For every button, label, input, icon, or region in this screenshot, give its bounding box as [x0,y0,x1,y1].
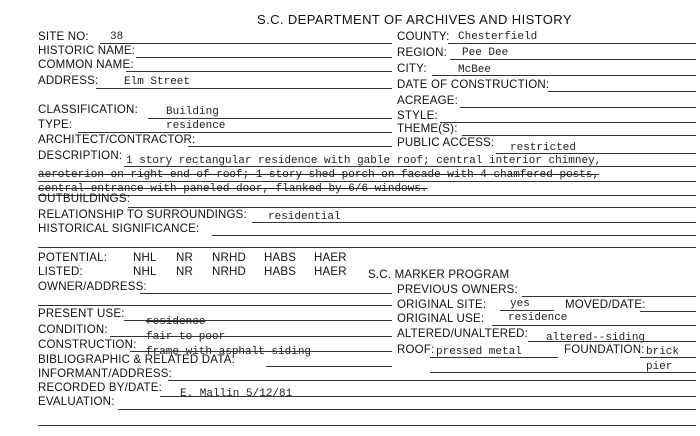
site-no-line [100,43,392,44]
listed-nhl[interactable]: NHL [133,264,157,278]
foundation-label: FOUNDATION: [564,342,645,356]
moved-date-label: MOVED/DATE: [565,297,646,311]
evaluation-line-2 [38,425,696,426]
foundation-line-2 [430,372,696,373]
address-value[interactable]: Elm Street [124,76,191,88]
listed-haer[interactable]: HAER [314,264,347,278]
description-line-2 [38,181,696,182]
acreage-line [460,107,696,108]
marker-program-label: S.C. MARKER PROGRAM [368,267,510,281]
region-value[interactable]: Pee Dee [462,47,509,59]
county-line [448,43,696,44]
historical-significance-label: HISTORICAL SIGNIFICANCE: [38,221,200,235]
date-of-construction-label: DATE OF CONSTRUCTION: [397,77,550,91]
listed-nr[interactable]: NR [176,264,194,278]
foundation-value-2[interactable]: pier [646,361,673,373]
listed-habs[interactable]: HABS [264,264,297,278]
previous-owners-label: PREVIOUS OWNERS: [397,282,518,296]
county-label: COUNTY: [397,29,450,43]
listed-label: LISTED: [38,264,83,278]
condition-value[interactable]: fair to poor [146,331,226,343]
style-label: STYLE: [397,108,438,122]
altered-label: ALTERED/UNALTERED: [397,326,529,340]
description-value-line2[interactable]: aeroterion on right end of roof; 1 story shed porch on facade with 4 chamfered posts, [38,169,600,181]
architect-line [188,146,392,147]
owner-address-line [140,293,392,294]
style-line [440,122,696,123]
address-label: ADDRESS: [38,73,99,87]
site-no-label: SITE NO: [38,29,89,43]
original-use-label: ORIGINAL USE: [397,311,485,325]
evaluation-label: EVALUATION: [38,394,115,408]
common-name-label: COMMON NAME: [38,57,134,71]
classification-line [148,118,392,119]
construction-value[interactable]: frame with asphalt siding [146,346,312,358]
public-access-value[interactable]: restricted [510,142,577,154]
site-no-value[interactable]: 38 [110,31,124,43]
date-of-construction-line [548,91,696,92]
recorded-by-label: RECORDED BY/DATE: [38,380,163,394]
description-line-3 [38,195,696,196]
common-name-line [126,71,392,72]
condition-line [110,336,392,337]
original-site-value[interactable]: yes [510,298,530,310]
bibliographic-line [266,366,392,367]
present-use-value[interactable]: residence [146,316,206,328]
original-site-line [500,310,554,311]
construction-label: CONSTRUCTION: [38,337,137,351]
present-use-line [124,320,392,321]
roof-line [430,357,558,358]
form-title: S.C. DEPARTMENT OF ARCHIVES AND HISTORY [257,12,572,27]
type-value[interactable]: residence [166,120,226,132]
city-value[interactable]: McBee [458,64,492,76]
city-line [432,75,696,76]
potential-nrhd[interactable]: NRHD [212,250,247,264]
themes-label: THEME(S): [397,121,458,135]
public-access-label: PUBLIC ACCESS: [397,135,495,149]
region-label: REGION: [397,45,447,59]
original-use-value[interactable]: residence [508,312,568,324]
themes-line [462,135,696,136]
address-line [96,88,392,89]
description-label: DESCRIPTION: [38,148,123,162]
potential-nr[interactable]: NR [176,250,194,264]
region-line [450,59,696,60]
historical-significance-line [212,235,696,236]
recorded-by-line [160,396,696,397]
condition-label: CONDITION: [38,322,108,336]
architect-label: ARCHITECT/CONTRACTOR: [38,132,196,146]
historical-significance-line-2 [38,247,696,248]
potential-label: POTENTIAL: [38,250,108,264]
present-use-label: PRESENT USE: [38,306,125,320]
relationship-label: RELATIONSHIP TO SURROUNDINGS: [38,207,247,221]
classification-value[interactable]: Building [166,106,219,118]
recorded-by-value[interactable]: E. Mallin 5/12/81 [180,388,293,400]
owner-address-label: OWNER/ADDRESS: [38,279,147,293]
roof-value[interactable]: pressed metal [436,346,522,358]
acreage-label: ACREAGE: [397,93,459,107]
historic-name-line [136,57,392,58]
relationship-value[interactable]: residential [268,211,341,223]
informant-line [168,380,696,381]
county-value[interactable]: Chesterfield [458,31,538,43]
moved-date-line [640,311,696,312]
city-label: CITY: [397,61,427,75]
description-value-line3[interactable]: central entrance with paneled door, flanked by 6/6 windows. [38,183,428,195]
description-value-line1[interactable]: 1 story rectangular residence with gable roof; central interior chimney, [126,155,602,167]
outbuildings-label: OUTBUILDINGS: [38,191,131,205]
original-site-label: ORIGINAL SITE: [397,297,487,311]
relationship-line [252,222,696,223]
classification-label: CLASSIFICATION: [38,102,138,116]
type-label: TYPE: [38,117,73,131]
historic-name-label: HISTORIC NAME: [38,43,136,57]
public-access-line [496,153,696,154]
description-line-1 [124,166,696,167]
foundation-line [640,357,696,358]
evaluation-line [118,409,696,410]
altered-value[interactable]: altered--siding [546,332,646,344]
potential-haer[interactable]: HAER [314,250,347,264]
listed-nrhd[interactable]: NRHD [212,264,247,278]
roof-label: ROOF: [397,342,435,356]
bibliographic-label: BIBLIOGRAPHIC & RELATED DATA: [38,352,235,366]
informant-label: INFORMANT/ADDRESS: [38,366,173,380]
potential-nhl[interactable]: NHL [133,250,157,264]
foundation-value-1[interactable]: brick [646,346,680,358]
potential-habs[interactable]: HABS [264,250,297,264]
